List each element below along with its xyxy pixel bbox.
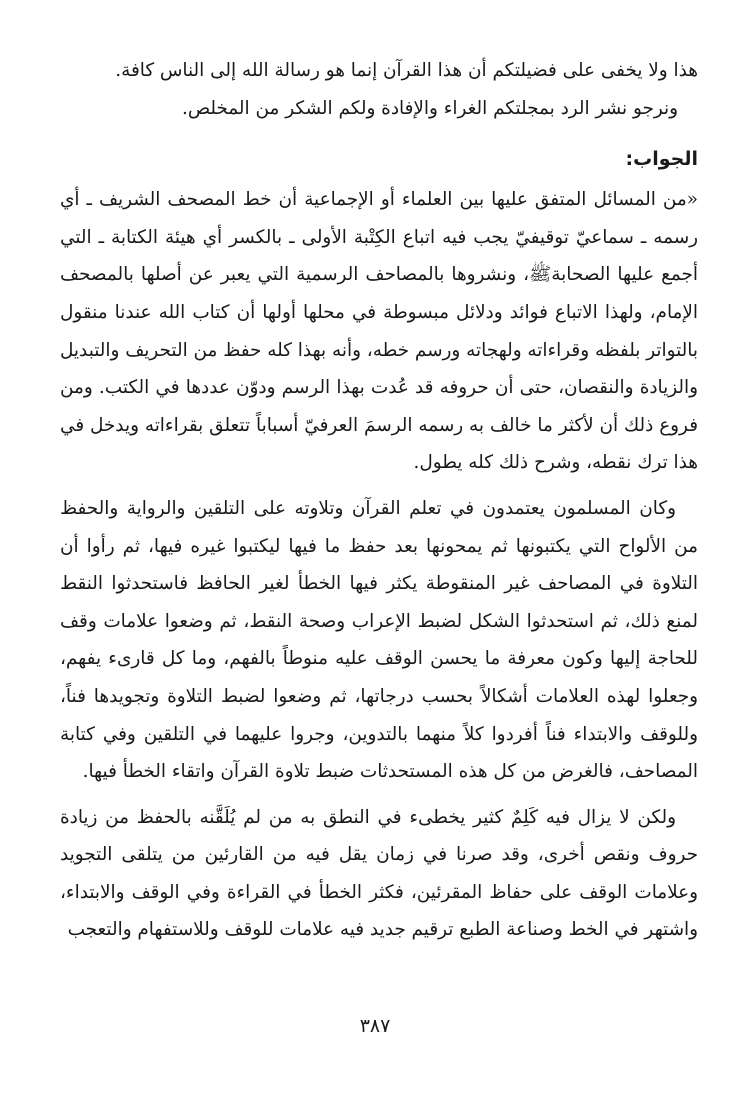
- intro-paragraph: هذا ولا يخفى على فضيلتكم أن هذا القرآن إنما هو رسالة الله إلى الناس كافة.: [115, 60, 698, 81]
- answer-paragraph-3: ولكن لا يزال فيه كَلِمٌ كثير يخطىء في النطق به من لم يُلَقَّنه بالحفظ من زيادة حروف ونقص أخرى، وقد صرنا في زمان يقل فيه من القارئين من يتلقى التجويد وعلامات الوقف على حفاظ المقرئين، فكثر الخطأ في القراءة وفي الوقف والابتداء، واشتهر في الخط وصناعة الطبع ترقيم جديد فيه علامات للوقف وللاستفهام والتعجب: [60, 806, 698, 941]
- page-number: ٣٨٧: [359, 1015, 391, 1037]
- answer-paragraph-2: وكان المسلمون يعتمدون في تعلم القرآن وتلاوته على التلقين والرواية والحفظ من الألواح التي يكتبونها ثم يمحونها بعد حفظ ما فيها ليكتبوا غيره فيها، ثم رأوا أن التلاوة في المصاحف غير المنقوطة يكثر فيها الخطأ لغير الحافظ فاستحدثوا النقط لمنع ذلك، ثم استحدثوا الشكل لضبط الإعراب وصحة النقط، ثم وضعوا علامات وقف للحاجة إليها وكون معرفة ما يحسن الوقف عليه منوطاً بالفهم، وما كل قارىء يفهم، وجعلوا لهذه العلامات أشكالاً بحسب درجاتها، ثم وضعوا لضبط التلاوة وتجويدها فناً، وللوقف والابتداء فناً أفردوا كلاً منهما بالتدوين، وجروا عليهما في التلقين وفي كتابة المصاحف، فالغرض من كل هذه المستحدثات ضبط تلاوة القرآن واتقاء الخطأ فيها.: [60, 497, 698, 783]
- closing-paragraph: ونرجو نشر الرد بمجلتكم الغراء والإفادة ولكم الشكر من المخلص.: [181, 97, 678, 119]
- answer-heading: الجواب:: [625, 148, 698, 171]
- page-body: [60, 52, 698, 949]
- answer-paragraph-1: «من المسائل المتفق عليها بين العلماء أو الإجماعية أن خط المصحف الشريف ـ أي رسمه ـ سماعيّ توقيفيّ يجب فيه اتباع الكِتْبة الأولى ـ بالكسر أي هيئة الكتابة ـ التي أجمع عليها الصحابةﷺ، ونشروها بالمصاحف الرسمية التي يعبر عن أصلها بالمصحف الإمام، ولهذا الاتباع فوائد ودلائل مبسوطة في محلها أولها أن كتاب الله عندنا منقول بالتواتر بلفظه وقراءاته ولهجاته ورسم خطه، وأنه بهذا كله حفظ من التحريف والتبديل والزيادة والنقصان، حتى أن حروفه قد عُدت بهذا الرسم ودوّن عددها في الكتب. ومن فروع ذلك أن لأكثر ما خالف به رسمه الرسمَ العرفيّ أسباباً تتعلق بقراءاته ويدخل في هذا ترك نقطه، وشرح ذلك كله يطول.: [60, 189, 698, 474]
